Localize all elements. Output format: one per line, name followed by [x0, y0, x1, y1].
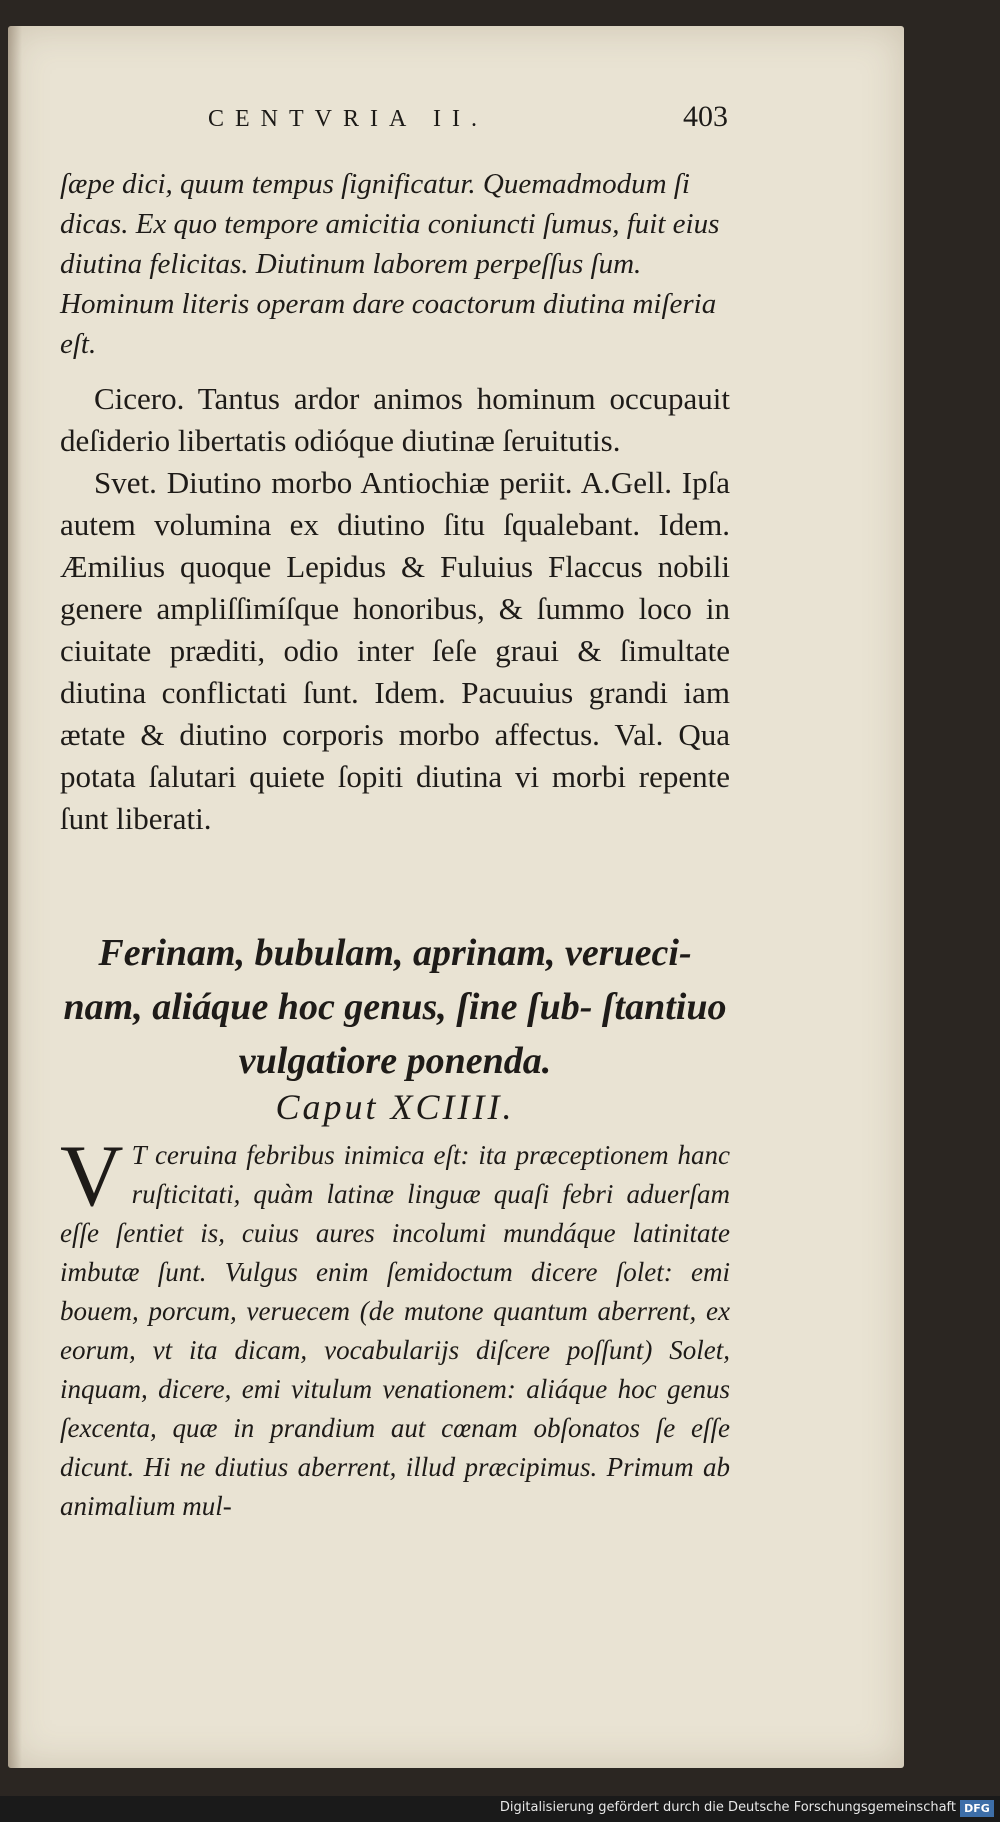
chapter-heading: Ferinam, bubulam, aprinam, verueci- nam, aliáque hoc genus, ſine ſub- ſtantiuo vulgatiore ponenda.	[63, 932, 727, 1082]
chapter-text: T ceruina febribus inimica eſt: ita præceptionem hanc ruſticitati, quàm latinæ linguæ quaſi febri aduerſam eſſe ſentiet is, cuius aures incolumi mundáque latinitate imbutæ ſunt. Vulgus enim ſemidoctum dicere ſolet: emi bouem, porcum, veruecem (de mutone quantum aberrent, ex eorum, vt ita dicam, vocabularijs diſcere poſſunt) Solet, inquam, dicere, emi vitulum venationem: aliáque hoc genus ſexcenta, quæ in prandium aut cœnam obſonatos ſe eſſe dicunt. Hi ne diutius aberrent, illud præcipimus. Primum ab animalium mul-	[60, 1140, 730, 1521]
footer-bar	[0, 1796, 1000, 1822]
running-head-title: CENTVRIA II.	[208, 106, 488, 132]
running-head	[208, 100, 728, 142]
roman-text-block	[60, 378, 730, 840]
dfg-logo: DFG	[960, 1800, 994, 1817]
chapter-text-block	[60, 1128, 730, 1526]
page-number: 403	[683, 100, 728, 133]
book-page	[8, 26, 904, 1768]
footer-credit: Digitalisierung gefördert durch die Deutsche Forschungsgemeinschaft	[499, 1800, 956, 1815]
drop-capital: V	[60, 1128, 124, 1225]
paragraph-svetonius: Svet. Diutino morbo Antiochiæ periit. A.Gell. Ipſa autem volumina ex diutino ſitu ſqualebant. Idem. Æmilius quoque Lepidus & Fuluius Flaccus nobili genere ampliſſimíſque honoribus, & ſummo loco in ciuitate præditi, odio inter ſeſe graui & ſimultate diutina conflictati ſunt. Idem. Pacuuius grandi iam ætate & diutino corporis morbo affectus. Val. Qua potata ſalutari quiete ſopiti diutina vi morbi repente ſunt liberati.	[60, 465, 730, 836]
paragraph-cicero: Cicero. Tantus ardor animos hominum occupauit deſiderio libertatis odióque diutinæ ſeruitutis.	[60, 381, 730, 458]
italic-paragraph: ſæpe dici, quum tempus ſignificatur. Quemadmodum ſi dicas. Ex quo tempore amicitia coniuncti ſumus, fuit eius diutina felicitas. Diutinum laborem perpeſſus ſum. Hominum literis operam dare coactorum diutina miſeria eſt.	[60, 168, 720, 360]
chapter-number: Caput XCIIII.	[275, 1087, 515, 1127]
